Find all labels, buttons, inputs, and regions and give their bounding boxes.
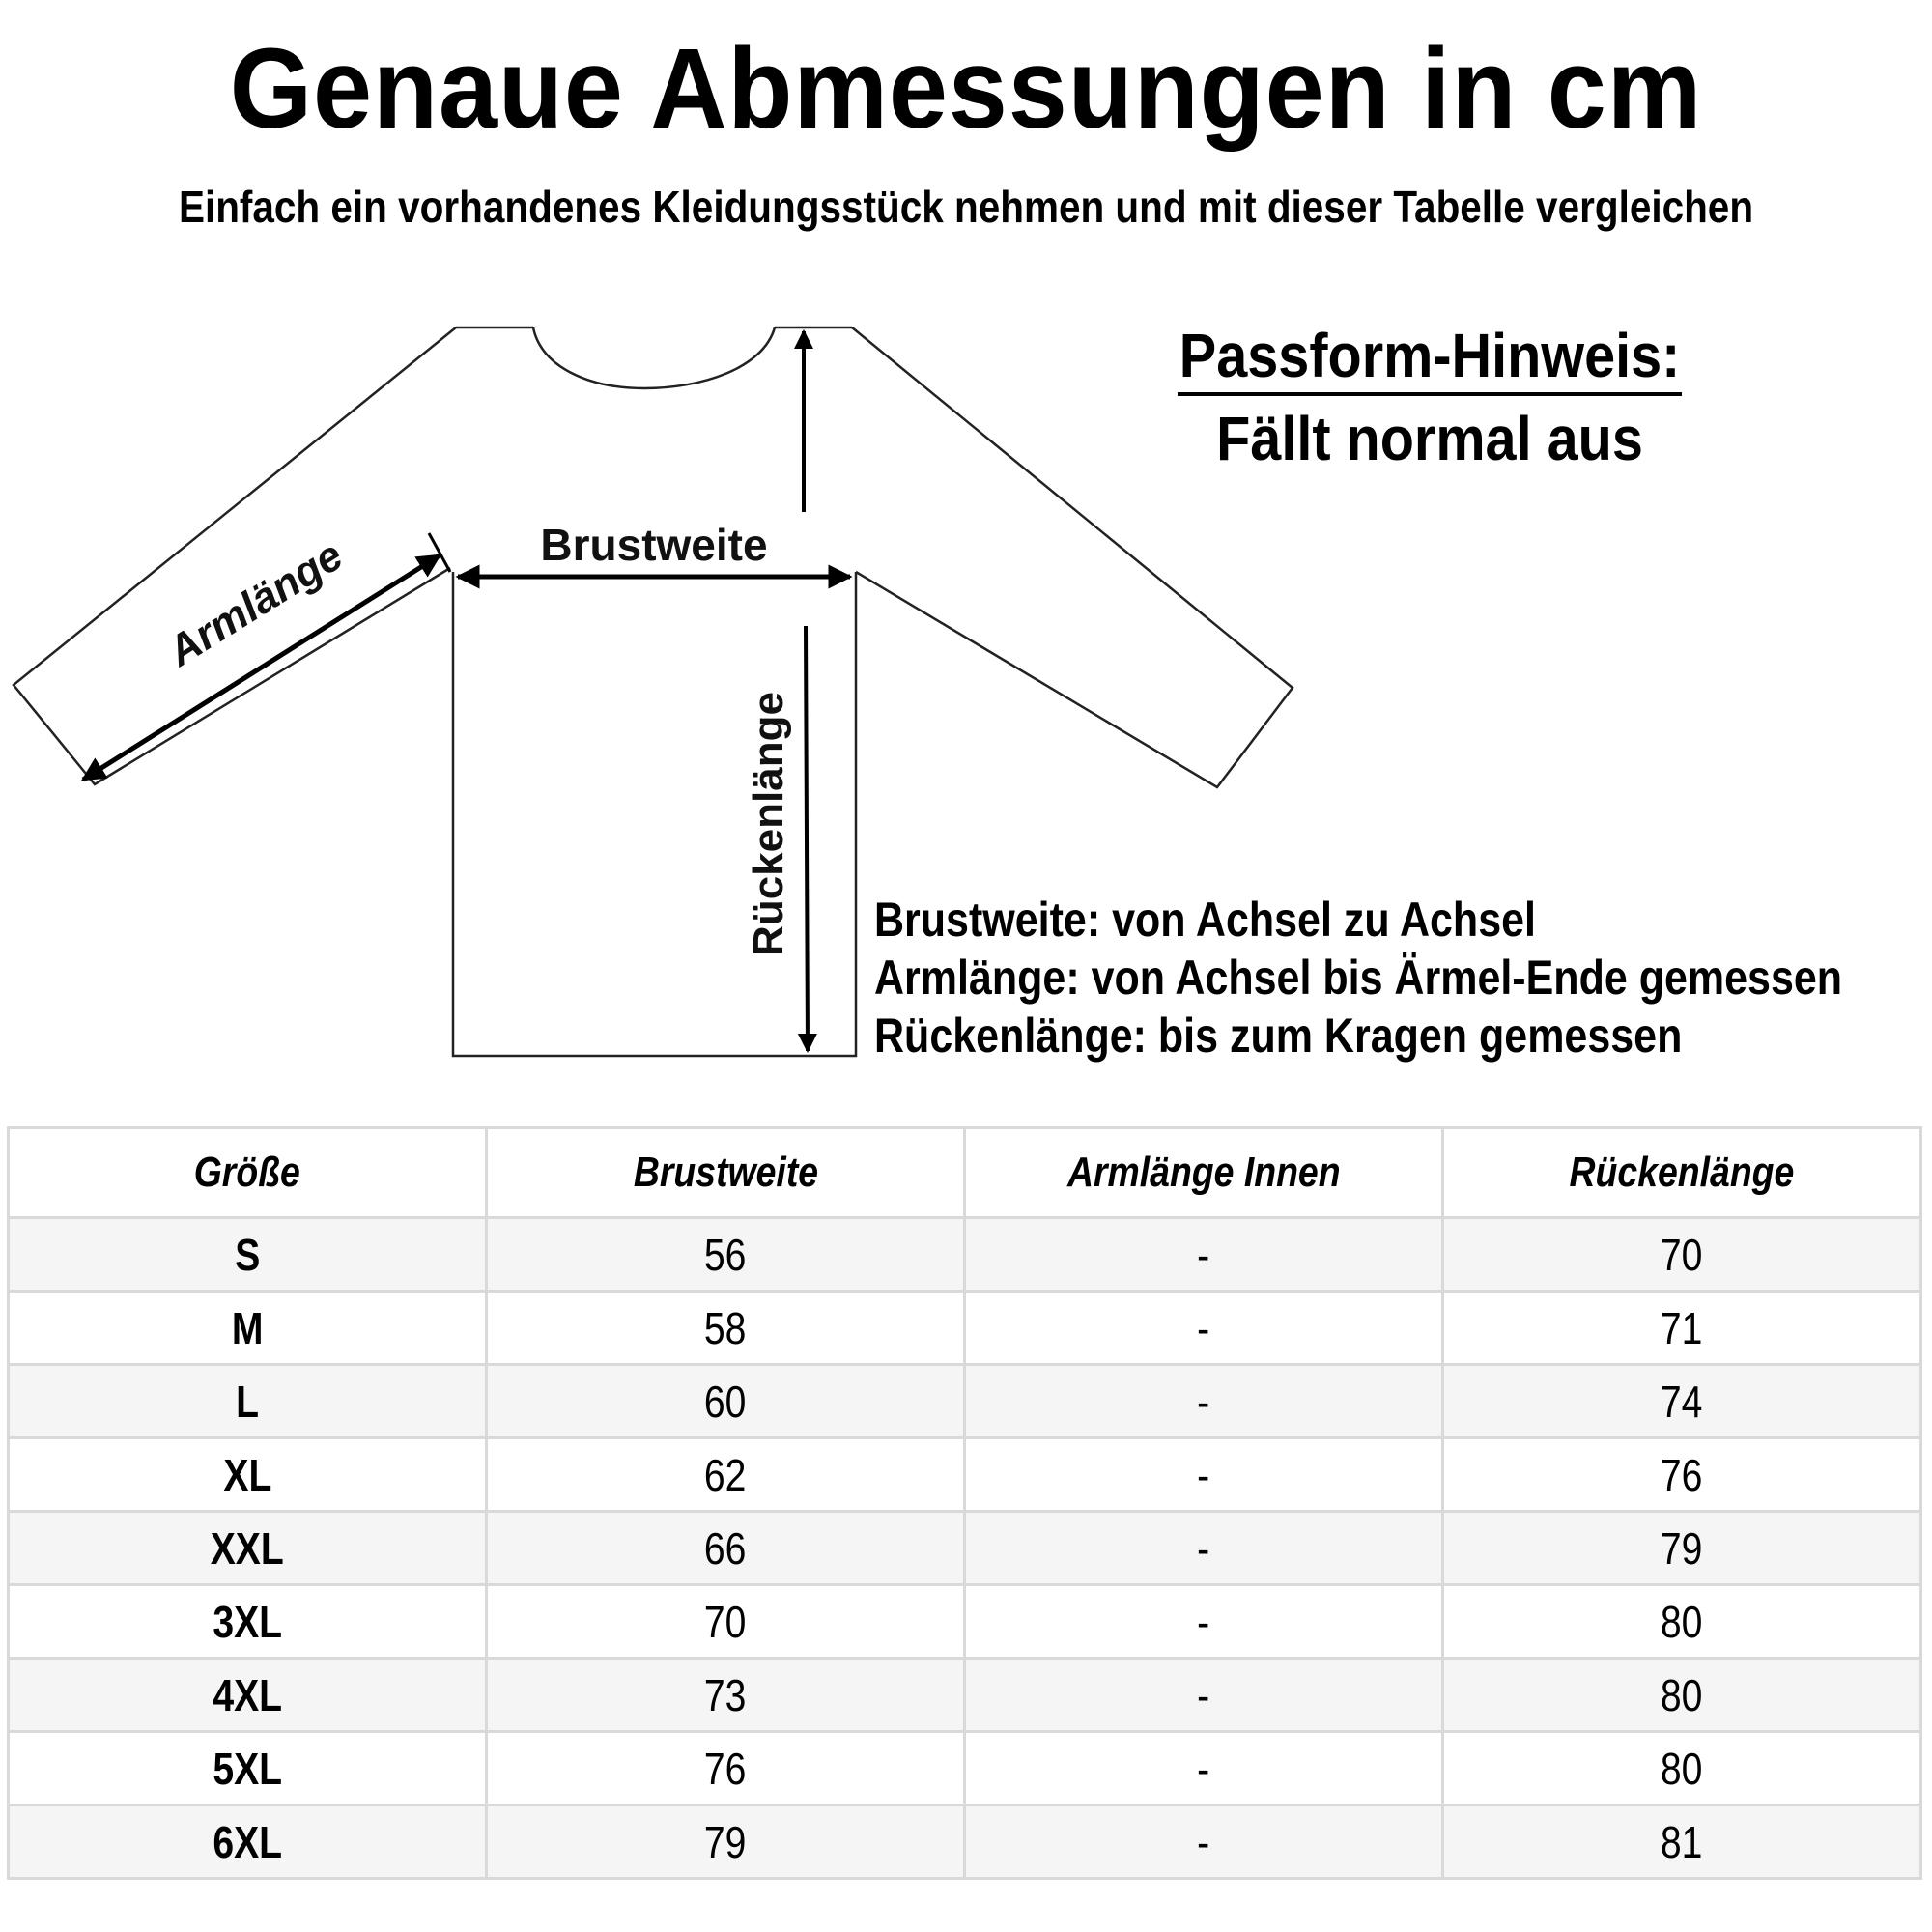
fit-note-value: Fällt normal aus — [1216, 404, 1643, 473]
column-header-chest: Brustweite — [487, 1128, 965, 1218]
arm-length-arrow — [83, 531, 450, 780]
cell-arm: - — [965, 1365, 1443, 1438]
column-header-arm: Armlänge Innen — [965, 1128, 1443, 1218]
cell-back: 81 — [1443, 1805, 1921, 1879]
cell-arm: - — [965, 1438, 1443, 1512]
cell-back: 79 — [1443, 1512, 1921, 1585]
arm-length-label: Armlänge — [159, 531, 352, 676]
cell-back: 70 — [1443, 1218, 1921, 1292]
cell-size: 6XL — [9, 1805, 487, 1879]
table-row — [9, 1585, 1921, 1659]
note-back: Rückenlänge: bis zum Kragen gemessen — [874, 1009, 1683, 1063]
fit-note — [1111, 319, 1748, 477]
cell-size: M — [9, 1292, 487, 1365]
table-row — [9, 1512, 1921, 1585]
cell-chest: 60 — [487, 1365, 965, 1438]
cell-chest: 66 — [487, 1512, 965, 1585]
cell-chest: 58 — [487, 1292, 965, 1365]
chest-width-label: Brustweite — [540, 520, 768, 570]
cell-chest: 79 — [487, 1805, 965, 1879]
cell-size: 5XL — [9, 1732, 487, 1805]
back-length-arrow — [745, 626, 808, 1051]
table-row — [9, 1659, 1921, 1732]
cell-back: 80 — [1443, 1659, 1921, 1732]
cell-size: L — [9, 1365, 487, 1438]
cell-arm: - — [965, 1512, 1443, 1585]
cell-back: 80 — [1443, 1585, 1921, 1659]
measurement-notes — [874, 891, 1932, 1065]
cell-back: 74 — [1443, 1365, 1921, 1438]
cell-arm: - — [965, 1732, 1443, 1805]
cell-size: XL — [9, 1438, 487, 1512]
cell-size: 4XL — [9, 1659, 487, 1732]
cell-size: S — [9, 1218, 487, 1292]
cell-chest: 62 — [487, 1438, 965, 1512]
cell-chest: 70 — [487, 1585, 965, 1659]
cell-size: XXL — [9, 1512, 487, 1585]
page-title: Genaue Abmessungen in cm — [229, 25, 1703, 153]
back-length-label: Rückenlänge — [745, 692, 792, 956]
note-arm: Armlänge: von Achsel bis Ärmel-Ende gemessen — [874, 951, 1843, 1005]
chest-width-arrow — [458, 520, 850, 577]
fit-note-heading: Passform-Hinweis: — [1178, 319, 1682, 396]
cell-chest: 56 — [487, 1218, 965, 1292]
cell-chest: 76 — [487, 1732, 965, 1805]
column-header-back: Rückenlänge — [1443, 1128, 1921, 1218]
table-row — [9, 1365, 1921, 1438]
size-table — [7, 1126, 1922, 1880]
cell-arm: - — [965, 1805, 1443, 1879]
cell-arm: - — [965, 1585, 1443, 1659]
table-header-row — [9, 1128, 1921, 1218]
table-row — [9, 1438, 1921, 1512]
page-subtitle: Einfach ein vorhandenes Kleidungsstück nehmen und mit dieser Tabelle vergleichen — [178, 182, 1754, 232]
cell-arm: - — [965, 1659, 1443, 1732]
table-row — [9, 1732, 1921, 1805]
column-header-size: Größe — [9, 1128, 487, 1218]
table-row — [9, 1292, 1921, 1365]
cell-arm: - — [965, 1218, 1443, 1292]
cell-arm: - — [965, 1292, 1443, 1365]
table-row — [9, 1218, 1921, 1292]
note-chest: Brustweite: von Achsel zu Achsel — [874, 893, 1536, 947]
table-row — [9, 1805, 1921, 1879]
cell-chest: 73 — [487, 1659, 965, 1732]
cell-back: 71 — [1443, 1292, 1921, 1365]
cell-size: 3XL — [9, 1585, 487, 1659]
cell-back: 80 — [1443, 1732, 1921, 1805]
cell-back: 76 — [1443, 1438, 1921, 1512]
